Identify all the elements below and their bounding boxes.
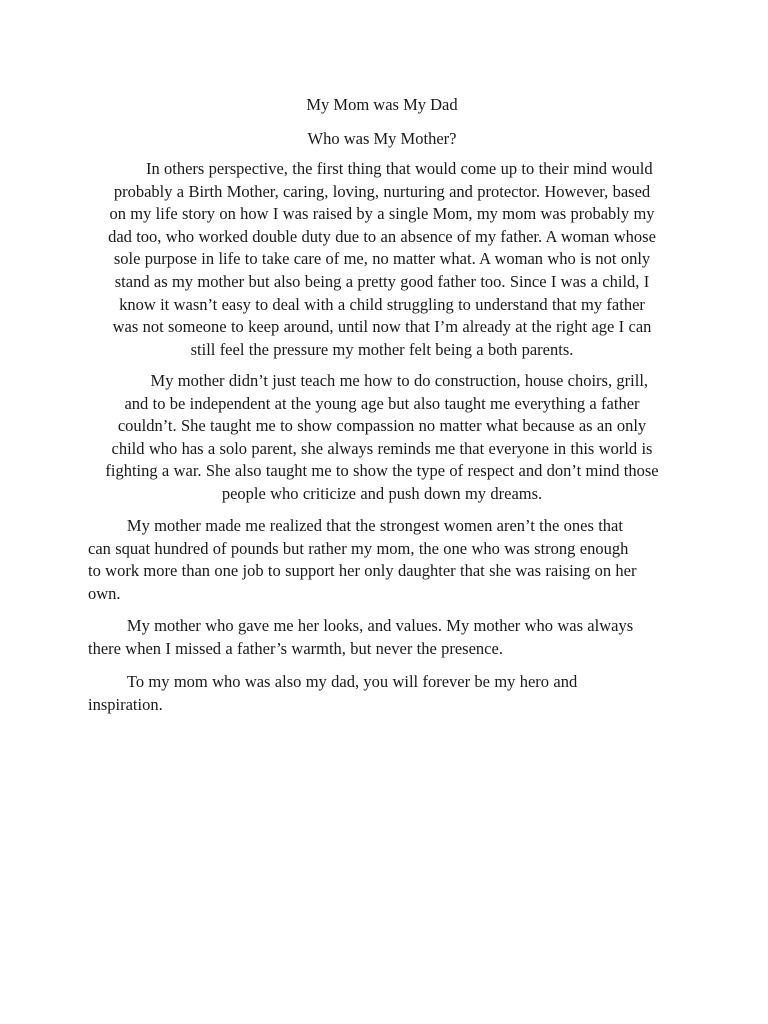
paragraph-line: In others perspective, the first thing that would come up to their mind would [111,159,653,178]
document-subtitle: Who was My Mother? [307,129,457,148]
paragraph-line: probably a Birth Mother, caring, loving, nurturing and protector. However, based [113,181,651,201]
paragraph-line: dad too, who worked double duty due to an absence of my father. A woman whose [108,226,656,246]
paragraph-line: inspiration. [88,694,163,714]
paragraph-line: to work more than one job to support her only daughter that she was raising on her [88,561,637,581]
paragraph-line: can squat hundred of pounds but rather my mom, the one who was strong enough [88,538,629,558]
paragraph-line: own. [88,583,121,603]
paragraph-line: couldn’t. She taught me to show compassion no matter what because as an only [117,416,647,436]
paragraph-line: My mother who gave me her looks, and values. My mother who was always [88,616,634,635]
document-title: My Mom was My Dad [306,95,458,114]
paragraph-line: To my mom who was also my dad, you will forever be my hero and [88,672,578,691]
paragraph-2 [88,370,676,506]
paragraph-3 [88,515,676,605]
paragraph-line: still feel the pressure my mother felt being a both parents. [190,339,574,359]
paragraph-line: stand as my mother but also being a pretty good father too. Since I was a child, I [114,271,650,291]
paragraph-line: fighting a war. She also taught me to show the type of respect and don’t mind those [105,461,659,481]
paragraph-line: was not someone to keep around, until now that I’m already at the right age I can [112,317,652,337]
document-page [88,0,676,1024]
paragraph-line: know it wasn’t easy to deal with a child struggling to understand that my father [119,294,645,314]
paragraph-5 [88,671,676,716]
paragraph-line: sole purpose in life to take care of me, no matter what. A woman who is not only [113,249,651,269]
paragraph-line: people who criticize and push down my dreams. [221,483,543,503]
paragraph-line: My mother didn’t just teach me how to do construction, house choirs, grill, [115,371,649,390]
paragraph-4 [88,615,676,660]
paragraph-1 [88,158,676,361]
paragraph-line: on my life story on how I was raised by a single Mom, my mom was probably my [109,204,655,224]
paragraph-line: and to be independent at the young age but also taught me everything a father [124,393,640,413]
paragraph-line: My mother made me realized that the strongest women aren’t the ones that [88,516,623,535]
paragraph-line: there when I missed a father’s warmth, but never the presence. [88,638,503,658]
paragraph-line: child who has a solo parent, she always reminds me that everyone in this world is [111,438,653,458]
